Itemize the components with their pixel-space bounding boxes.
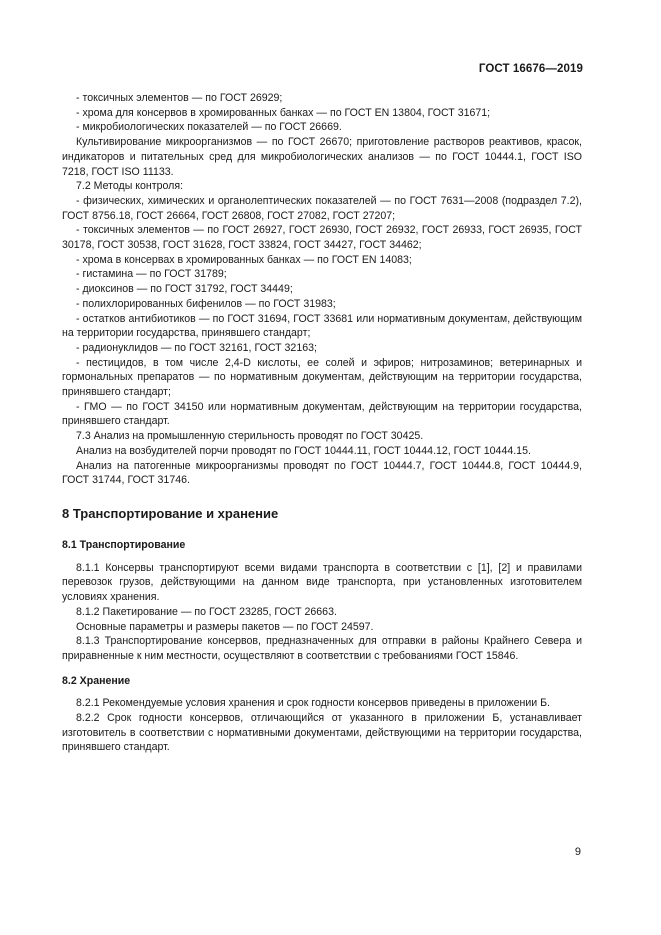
section-heading: 8 Транспортирование и хранение (62, 505, 279, 521)
paragraph: - полихлорированных бифенилов — по ГОСТ 31983; (76, 297, 336, 310)
subsection-heading: 8.2 Хранение (62, 674, 131, 687)
paragraph: 8.1.1 Консервы транспортируют всеми видами транспорта в соответствии с [1], [2] и правилами перевозок грузов, действующими на данном виде транспорта, при установленных изготовителем условиях хранения. (62, 561, 582, 604)
paragraph: - физических, химических и органолептических показателей — по ГОСТ 7631—2008 (подраздел 7.2), ГОСТ 8756.18, ГОСТ 26664, ГОСТ 26808, ГОСТ 27082, ГОСТ 27207; (62, 194, 582, 222)
paragraph: - микробиологических показателей — по ГОСТ 26669. (76, 121, 342, 134)
paragraph: - токсичных элементов — по ГОСТ 26927, ГОСТ 26930, ГОСТ 26932, ГОСТ 26933, ГОСТ 26935, ГОСТ 30178, ГОСТ 30538, ГОСТ 31628, ГОСТ 33824, ГОСТ 34427, ГОСТ 34462; (62, 224, 582, 252)
paragraph: - пестицидов, в том числе 2,4-D кислоты, ее солей и эфиров; нитрозаминов; ветеринарных и гормональных препаратов — по нормативным документам, действующим на территории государства, принявшего стандарт; (62, 356, 582, 399)
paragraph: - ГМО — по ГОСТ 34150 или нормативным документам, действующим на территории государства, принявшего стандарт. (62, 400, 582, 428)
paragraph: Анализ на возбудителей порчи проводят по ГОСТ 10444.11, ГОСТ 10444.12, ГОСТ 10444.15. (76, 444, 531, 457)
paragraph: Основные параметры и размеры пакетов — по ГОСТ 24597. (76, 620, 374, 633)
standard-header: ГОСТ 16676—2019 (478, 63, 583, 75)
paragraph: - остатков антибиотиков — по ГОСТ 31694, ГОСТ 33681 или нормативным документам, действующим на территории государства, принявшего стандарт; (62, 312, 582, 340)
paragraph: 8.2.1 Рекомендуемые условия хранения и срок годности консервов приведены в приложении Б. (76, 697, 550, 710)
paragraph: 8.2.2 Срок годности консервов, отличающийся от указанного в приложении Б, устанавливает изготовитель в соответствии с нормативными документами, действующими на территории государства, принявшего стандарт. (62, 712, 582, 754)
paragraph: 8.1.3 Транспортирование консервов, предназначенных для отправки в районы Крайнего Севера и приравненные к ним местности, осуществляют в соответствии с требованиями ГОСТ 15846. (62, 635, 582, 662)
paragraph: 7.2 Методы контроля: (76, 180, 184, 193)
document-body (62, 91, 582, 755)
paragraph: - токсичных элементов — по ГОСТ 26929; (76, 92, 283, 104)
paragraph: - хрома в консервах в хромированных банках — по ГОСТ EN 14083; (76, 253, 412, 266)
paragraph: Культивирование микроорганизмов — по ГОСТ 26670; приготовление растворов реактивов, красок, индикаторов и питательных сред для микробиологических анализов — по ГОСТ 10444.1, ГОСТ ISO 7218, ГОСТ ISO 11133. (62, 136, 582, 178)
paragraph: Анализ на патогенные микроорганизмы проводят по ГОСТ 10444.7, ГОСТ 10444.8, ГОСТ 10444.9, ГОСТ 31744, ГОСТ 31746. (62, 459, 582, 487)
paragraph: - хрома для консервов в хромированных банках — по ГОСТ EN 13804, ГОСТ 31671; (76, 106, 491, 119)
paragraph: 8.1.2 Пакетирование — по ГОСТ 23285, ГОСТ 26663. (76, 605, 337, 618)
paragraph: - радионуклидов — по ГОСТ 32161, ГОСТ 32163; (76, 341, 317, 354)
subsection-heading: 8.1 Транспортирование (62, 538, 186, 551)
paragraph: - диоксинов — по ГОСТ 31792, ГОСТ 34449; (76, 283, 293, 296)
page-number: 9 (574, 846, 581, 858)
paragraph: 7.3 Анализ на промышленную стерильность проводят по ГОСТ 30425. (76, 430, 424, 443)
paragraph: - гистамина — по ГОСТ 31789; (76, 268, 227, 281)
